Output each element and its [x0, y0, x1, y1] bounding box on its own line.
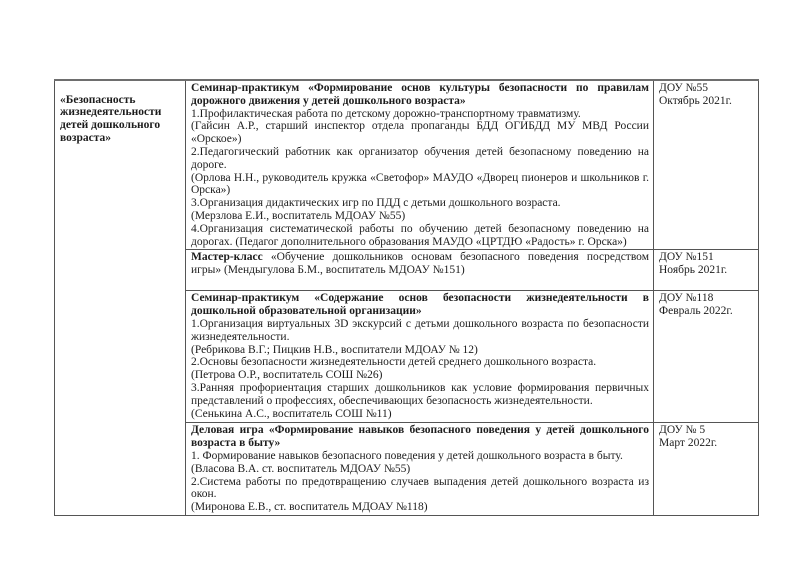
event-item — [191, 108, 649, 121]
event-content-cell — [186, 291, 654, 423]
date-label: Октябрь 2021г. — [659, 94, 732, 107]
event-item-text: 1. Формирование навыков безопасного поведения у детей дошкольного возраста в быту. — [191, 449, 623, 462]
venue-label: ДОУ №151 — [659, 251, 714, 264]
event-item — [191, 476, 649, 502]
event-item-text: (Сенькина А.С., воспитатель СОШ №11) — [191, 407, 392, 420]
event-item — [191, 356, 649, 369]
date-label: Ноябрь 2021г. — [659, 264, 728, 277]
event-item — [191, 369, 649, 382]
event-item — [191, 344, 649, 357]
event-title-bold: Семинар-практикум «Содержание основ безопасности жизнедеятельности в дошкольной образовательной организации» — [191, 292, 649, 318]
event-item-text: (Миронова Е.В., ст. воспитатель МДОАУ №118) — [191, 501, 428, 514]
event-content-cell — [186, 250, 654, 291]
event-content-cell — [186, 80, 654, 250]
event-item-text: 2.Основы безопасности жизнедеятельности детей среднего дошкольного возраста. — [191, 356, 597, 369]
event-item — [191, 146, 649, 172]
event-title-bold: Семинар-практикум «Формирование основ культуры безопасности по правилам дорожного движения у детей дошкольного возраста» — [191, 82, 649, 107]
event-item-text: 3.Ранняя профориентация старших дошкольников как условие формирования первичных представлений о профессиях, обеспечивающих безопасность жизнедеятельности. — [191, 381, 649, 407]
event-item-text: (Гайсин А.Р., старший инспектор отдела пропаганды БДД ОГИБДД МУ МВД России «Орское») — [191, 120, 649, 146]
event-title-bold: Деловая игра «Формирование навыков безопасного поведения у детей дошкольного возраста в быту» — [191, 424, 649, 450]
event-item — [191, 382, 649, 408]
date-label: Март 2022г. — [659, 437, 718, 450]
table-row — [55, 80, 759, 250]
event-item-text: 4.Организация систематической работы по обучению детей безопасному поведению на дорогах. (Педагог дополнительного образования МАУДО «ЦРТДЮ «Радость» г. Орска») — [191, 222, 649, 248]
event-title — [191, 82, 649, 108]
event-item — [191, 501, 649, 514]
event-title-regular: «Обучение дошкольников основам безопасного поведения посредством игры» (Мендыгулова Б.М., воспитатель МДОАУ №151) — [191, 251, 649, 277]
event-item-text: (Мерзлова Е.И., воспитатель МДОАУ №55) — [191, 209, 406, 222]
event-item — [191, 408, 649, 421]
venue-label: ДОУ № 5 — [659, 424, 706, 437]
event-item — [191, 210, 649, 223]
venue-cell — [654, 80, 759, 250]
event-item — [191, 197, 649, 210]
venue-cell — [654, 423, 759, 516]
venue-cell — [654, 291, 759, 423]
event-item — [191, 450, 649, 463]
topic-title: «Безопасность жизнедеятельности детей дошкольного возраста» — [60, 93, 162, 144]
event-item — [191, 318, 649, 344]
event-item-text: 1.Организация виртуальных 3D экскурсий с детьми дошкольного возраста по безопасности жизнедеятельности. — [191, 317, 649, 343]
date-label: Февраль 2022г. — [659, 305, 733, 318]
event-item — [191, 223, 649, 249]
event-item-text: 2.Педагогический работник как организатор обучения детей безопасному поведению на дороге. — [191, 145, 649, 171]
event-item-text: 3.Организация дидактических игр по ПДД с детьми дошкольного возраста. — [191, 197, 561, 210]
event-item-text: (Ребрикова В.Г.; Пицкив Н.В., воспитатели МДОАУ № 12) — [191, 343, 478, 356]
venue-label: ДОУ №55 — [659, 82, 708, 94]
event-title — [191, 424, 649, 450]
event-item-text: (Петрова О.Р., воспитатель СОШ №26) — [191, 369, 383, 382]
venue-cell — [654, 250, 759, 291]
event-item-text: 2.Система работы по предотвращению случаев выпадения детей дошкольного возраста из окон. — [191, 475, 649, 501]
event-title — [191, 251, 649, 277]
topic-cell — [55, 80, 186, 515]
event-title-bold: Мастер-класс — [191, 251, 263, 264]
event-title — [191, 292, 649, 318]
event-item — [191, 463, 649, 476]
event-item — [191, 172, 649, 198]
events-schedule-table — [54, 79, 759, 516]
event-item-text: (Орлова Н.Н., руководитель кружка «Светофор» МАУДО «Дворец пионеров и школьников г. Орска») — [191, 171, 649, 197]
event-content-cell — [186, 423, 654, 516]
event-item — [191, 120, 649, 146]
event-item-text: (Власова В.А. ст. воспитатель МДОАУ №55) — [191, 462, 411, 475]
event-item-text: 1.Профилактическая работа по детскому дорожно-транспортному травматизму. — [191, 107, 581, 120]
venue-label: ДОУ №118 — [659, 292, 714, 305]
